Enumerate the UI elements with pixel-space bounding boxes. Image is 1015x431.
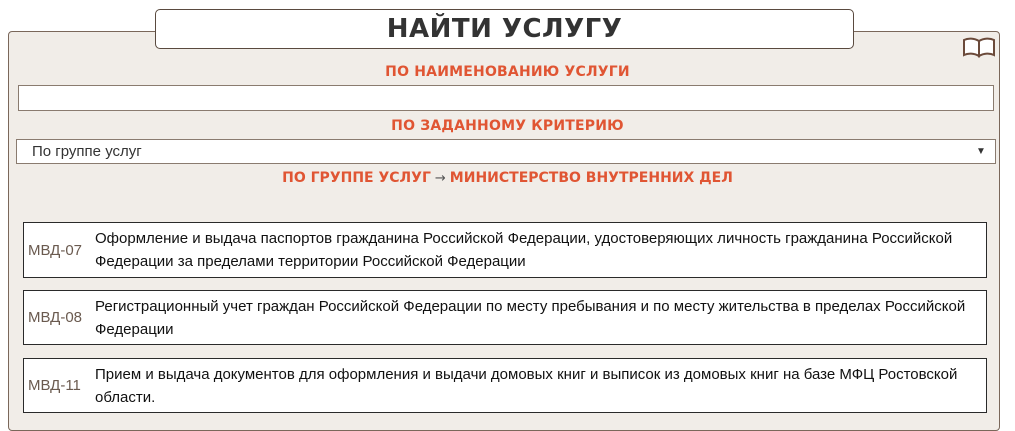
service-code: МВД-11 — [28, 377, 81, 394]
service-title: Прием и выдача документов для оформления и выдачи домовых книг и выписок из домовых книг на базе МФЦ Ростовской области. — [95, 365, 958, 406]
service-item[interactable] — [23, 290, 987, 345]
dropdown-arrow-icon: ▼ — [976, 146, 986, 157]
breadcrumb — [0, 170, 1015, 186]
breadcrumb-group-link[interactable]: ПО ГРУППЕ УСЛУГ — [282, 170, 431, 186]
page-title-box — [155, 9, 854, 49]
criteria-select-value: По группе услуг — [32, 143, 142, 160]
service-item[interactable] — [23, 358, 987, 413]
criteria-label: ПО ЗАДАННОМУ КРИТЕРИЮ — [391, 118, 624, 134]
service-title: Оформление и выдача паспортов гражданина Российской Федерации, удостоверяющих личность гражданина Российской Федерации за пределами территории Российской Федерации — [95, 230, 953, 270]
book-icon[interactable] — [962, 36, 996, 58]
page-title: НАЙТИ УСЛУГУ — [386, 14, 623, 44]
service-code: МВД-07 — [28, 241, 83, 259]
service-code: МВД-08 — [28, 309, 83, 326]
criteria-select[interactable] — [16, 139, 996, 164]
search-by-name-label: ПО НАИМЕНОВАНИЮ УСЛУГИ — [385, 64, 630, 80]
breadcrumb-ministry: МИНИСТЕРСТВО ВНУТРЕННИХ ДЕЛ — [449, 170, 733, 186]
breadcrumb-arrow-icon: → — [434, 171, 446, 186]
service-title: Регистрационный учет граждан Российской Федерации по месту пребывания и по месту жительства в пределах Российской Федерации — [95, 297, 966, 338]
service-item[interactable] — [23, 222, 987, 278]
service-name-search-input[interactable] — [18, 85, 994, 111]
